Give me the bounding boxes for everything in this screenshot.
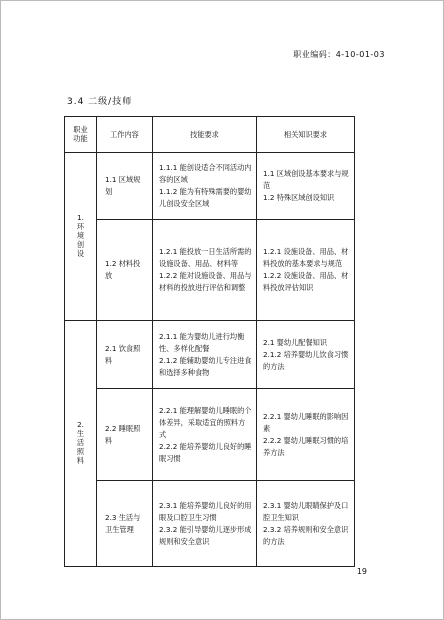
knowledge-cell: 1.2.1 设施设备、用品、材料投放的基本要求与规范 1.2.2 设施设备、用品、材料投放评估知识 [257,220,355,321]
header-skills: 技能要求 [153,117,257,153]
work-cell: 2.1 饮食照料 [97,321,153,389]
table-row [65,220,355,321]
page-number: 19 [356,567,367,576]
requirements-table [64,116,355,567]
skills-cell: 2.3.1 能培养婴幼儿良好的用眼及口腔卫生习惯 2.3.2 能引导婴幼儿逐步形成规则和安全意识 [153,481,257,567]
work-cell: 2.3 生活与卫生管理 [97,481,153,567]
work-cell: 2.2 睡眠照料 [97,389,153,481]
header-knowledge: 相关知识要求 [257,117,355,153]
header-function: 职业功能 [65,117,97,153]
function-cell-2: 2. 生活照料 [65,321,97,567]
table-row [65,389,355,481]
knowledge-cell: 2.1 婴幼儿配餐知识 2.1.2 培养婴幼儿饮食习惯的方法 [257,321,355,389]
table-header-row [65,117,355,153]
table-row [65,153,355,220]
skills-cell: 2.2.1 能理解婴幼儿睡眠的个体差异，采取适宜的照料方式 2.2.2 能培养婴幼儿良好的睡眠习惯 [153,389,257,481]
skills-cell: 1.1.1 能创设适合不同活动内容的区域 1.1.2 能为有特殊需要的婴幼儿创设安全区域 [153,153,257,220]
table-row [65,481,355,567]
section-title: 3.4 二级/技师 [67,97,133,107]
occupation-code: 职业编码：4-10-01-03 [293,50,385,59]
function-cell-1: 1. 环境创设 [65,153,97,321]
skills-cell: 2.1.1 能为婴幼儿进行均衡性、多样化配餐 2.1.2 能辅助婴幼儿专注进食和选择多种食物 [153,321,257,389]
skills-cell: 1.2.1 能投放一日生活所需的设施设备、用品、材料等 1.2.2 能对设施设备、用品与材料的投放进行评估和调整 [153,220,257,321]
knowledge-cell: 2.3.1 婴幼儿眼睛保护及口腔卫生知识 2.3.2 培养规则和安全意识的方法 [257,481,355,567]
work-cell: 1.1 区域规划 [97,153,153,220]
work-cell: 1.2 材料投放 [97,220,153,321]
knowledge-cell: 1.1 区域创设基本要求与规范 1.2 特殊区域创设知识 [257,153,355,220]
header-work: 工作内容 [97,117,153,153]
knowledge-cell: 2.2.1 婴幼儿睡眠的影响因素 2.2.2 婴幼儿睡眠习惯的培养方法 [257,389,355,481]
table-row [65,321,355,389]
